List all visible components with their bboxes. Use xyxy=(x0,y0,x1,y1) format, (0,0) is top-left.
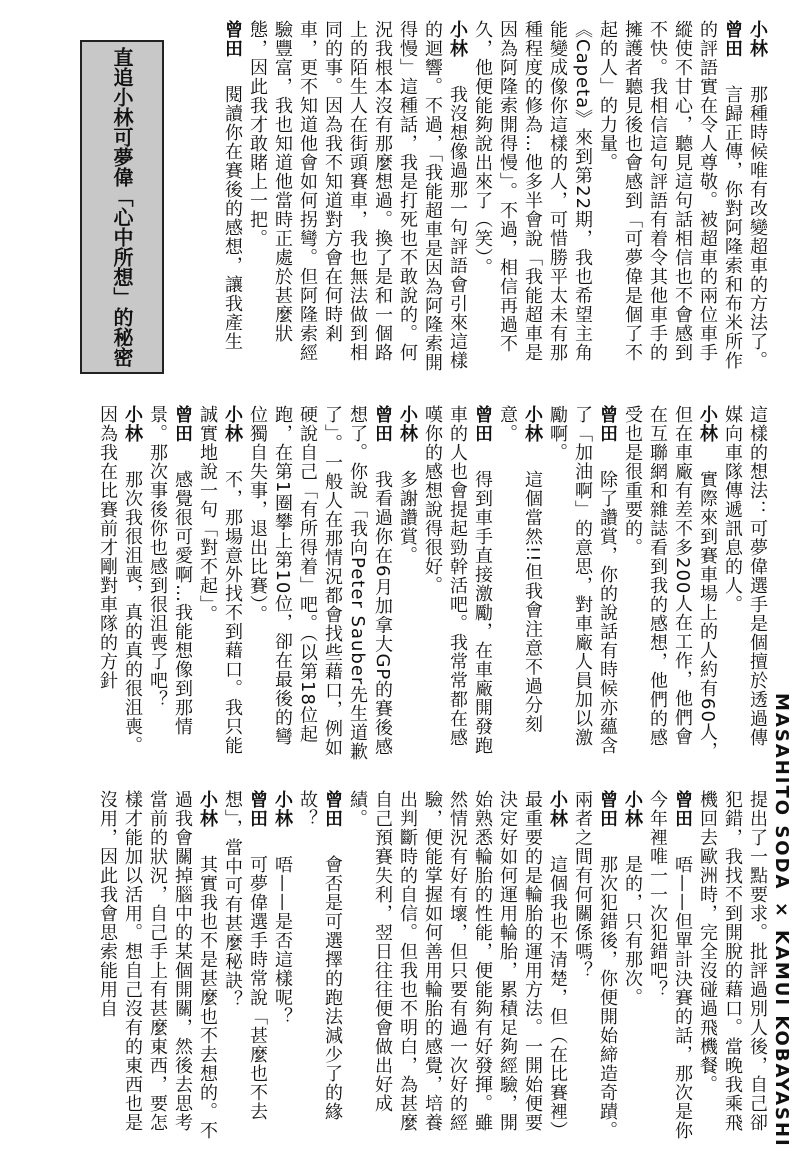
interview-block-middle xyxy=(60,405,770,765)
speaker-label: 小林 xyxy=(197,790,218,847)
dialogue-text: 實際來到賽車場上的人約有60人，但在車廠有差不多200人在工作，他們會在互聯網和雜誌看到我的感想，他們的感受也是很重要的。 xyxy=(622,405,718,761)
dialogue-paragraph xyxy=(245,20,470,375)
dialogue-text: 閱讀你在賽後的感想，讓我產生 xyxy=(222,85,243,351)
speaker-label: 曾田 xyxy=(597,405,618,462)
dialogue-paragraph xyxy=(270,790,295,1150)
dialogue-text: 多謝讚賞。 xyxy=(397,470,418,565)
dialogue-text: 《Capeta》來到第22期，我也希望主角能變成像你這樣的人，可惜勝平太未有那種程度的修為…他多半會說「我能超車是因為阿隆索開得慢」。不過，相信再過不久，他便能夠說出來了（笑）。 xyxy=(472,20,593,363)
dialogue-paragraph xyxy=(745,20,770,375)
dialogue-paragraph xyxy=(645,790,695,1150)
speaker-label: 曾田 xyxy=(472,405,493,462)
speaker-label: 小林 xyxy=(122,405,143,462)
dialogue-text: 得到車手直接激勵，在車廠開發跑車的人也會提起勁幹活吧。我常常都在感嘆你的感想說得很好。 xyxy=(422,405,493,755)
dialogue-paragraph xyxy=(245,405,395,765)
dialogue-text: 我看過你在6月加拿大GP的賽後感想了。你說「我向Peter Sauber先生道歉了」。一般人在那情況都會找些藉口，例如硬說自己「有所得着」吧。（以第18位起跑，在第1圈攀上第10位，卻在最後的彎位獨自失事，退出比賽）。 xyxy=(247,405,393,762)
speaker-label: 小林 xyxy=(747,20,768,77)
speaker-label: 小林 xyxy=(447,20,468,77)
dialogue-paragraph xyxy=(195,405,245,765)
speaker-label: 曾田 xyxy=(247,790,268,847)
dialogue-paragraph xyxy=(395,405,420,765)
dialogue-text: 可夢偉選手時常說「甚麼也不去想」，當中可有甚麼秘訣？ xyxy=(222,790,268,1121)
speaker-label: 小林 xyxy=(697,405,718,462)
speaker-label: 小林 xyxy=(222,405,243,462)
dialogue-text: 會否是可選擇的跑法減少了的緣故？ xyxy=(297,790,343,1121)
dialogue-paragraph xyxy=(145,405,195,765)
dialogue-paragraph xyxy=(345,790,570,1150)
text-columns xyxy=(220,20,770,375)
speaker-label: 小林 xyxy=(272,790,293,847)
speaker-label: 曾田 xyxy=(372,405,393,462)
heading-line-1: 直追小林可夢偉「心中所想」 xyxy=(110,47,134,307)
dialogue-text: 是的，只有那次。 xyxy=(622,855,643,1007)
dialogue-text: 那種時候唯有改變超車的方法了。 xyxy=(747,85,768,370)
dialogue-paragraph xyxy=(620,405,720,765)
dialogue-paragraph xyxy=(220,20,245,375)
dialogue-text: 那次犯錯後，你便開始締造奇蹟。兩者之間有何關係嗎？ xyxy=(572,790,618,1140)
speaker-label: 曾田 xyxy=(597,790,618,847)
dialogue-paragraph xyxy=(470,20,595,375)
dialogue-paragraph xyxy=(620,790,645,1150)
speaker-label: 小林 xyxy=(622,790,643,847)
dialogue-text: 這個當然!!但我會注意不過分刻意。 xyxy=(497,405,543,734)
dialogue-text: 其實我也不是甚麼也不去想的。不過我會關掉腦中的某個開關，然後去思考當前的狀況，自己手上有甚麼東西，要怎樣才能加以活用。想自己沒有的東西也是沒用，因此我會思索能用自 xyxy=(97,790,218,1140)
dialogue-paragraph xyxy=(220,790,270,1150)
dialogue-text: 除了讚賞，你的說話有時候亦蘊含了「加油啊」的意思，對車廠人員加以激勵啊。 xyxy=(547,405,618,755)
dialogue-text: 這個我也不清楚，但（在比賽裡）最重要的是輪胎的運用方法。一開始便要決定好如何運用輪胎，累積足夠經驗，開始熟悉輪胎的性能，便能夠有好發揮。雖然情況有好有壞，但只要有過一次好的經驗，便能掌握如何善用輪胎的感覺，培養出判斷時的自信。但我也不明白，為甚麼自己預賽失利，翌日往往便會做出好成績。 xyxy=(347,790,568,1140)
dialogue-paragraph xyxy=(295,790,345,1150)
speaker-label: 曾田 xyxy=(722,20,743,77)
dialogue-paragraph xyxy=(420,405,495,765)
dialogue-paragraph xyxy=(595,20,745,375)
dialogue-text: 提出了一點要求。批評過別人後，自己卻犯錯，我找不到開脫的藉口。當晚我乘飛機回去歐洲時，完全沒碰過飛機餐。 xyxy=(697,790,768,1132)
dialogue-paragraph xyxy=(95,790,220,1150)
interview-block-top xyxy=(190,20,770,375)
dialogue-text: 這樣的想法：可夢偉選手是個擅於透過傳媒向車隊傳遞訊息的人。 xyxy=(722,405,768,747)
dialogue-paragraph xyxy=(570,790,620,1150)
interview-block-bottom xyxy=(60,790,770,1150)
dialogue-text: 唔——是否這樣呢？ xyxy=(272,855,293,1026)
dialogue-text: 唔——但單計決賽的話，那次是你今年裡唯一一次犯錯吧？ xyxy=(647,790,693,1140)
dialogue-paragraph xyxy=(545,405,620,765)
dialogue-paragraph xyxy=(95,405,145,765)
dialogue-text: 不，那場意外找不到藉口。我只能誠實地說一句「對不起」。 xyxy=(197,405,243,755)
speaker-label: 曾田 xyxy=(222,20,243,77)
dialogue-text: 那次我很沮喪，真的真的很沮喪。因為我在比賽前才剛對車隊的方針 xyxy=(97,405,143,755)
section-heading xyxy=(80,40,164,374)
speaker-label: 曾田 xyxy=(172,405,193,462)
dialogue-paragraph xyxy=(495,405,545,765)
heading-line-2: 的秘密 xyxy=(110,307,134,367)
side-title: MASAHITO SODA × KAMUI KOBAYASHI xyxy=(771,692,792,1148)
speaker-label: 曾田 xyxy=(672,790,693,847)
text-columns xyxy=(95,405,770,765)
speaker-label: 小林 xyxy=(522,405,543,462)
text-columns xyxy=(95,790,770,1150)
speaker-label: 小林 xyxy=(397,405,418,462)
speaker-label: 曾田 xyxy=(322,790,343,847)
dialogue-text: 感覺很可愛啊…我能想像到那情景。那次事後你也感到很沮喪了吧？ xyxy=(147,405,193,736)
dialogue-paragraph xyxy=(720,405,770,765)
dialogue-text: 言歸正傳，你對阿隆索和布米所作的評語實在令人尊敬。被超車的兩位車手縱使不甘心，聽見這句話相信也不會感到不快。我相信這句評語有着令其他車手的擁護者聽見後也會感到「可夢偉是個了不起的人」的力量。 xyxy=(597,20,743,370)
dialogue-text: 我沒想像過那一句評語會引來這樣的迴響。不過，「我能超車是因為阿隆索開得慢」這種話，我是打死也不敢說的。何況我根本沒有那麼想過。換了是和一個路上的陌生人在街頭賽車，我也無法做到相同的事。因為我不知道對方會在何時剎車，更不知道他會如何拐彎。但阿隆索經驗豐富，我也知道他當時正處於甚麼狀態，因此我才敢賭上一把。 xyxy=(247,20,468,372)
dialogue-paragraph xyxy=(695,790,770,1150)
speaker-label: 小林 xyxy=(547,790,568,847)
